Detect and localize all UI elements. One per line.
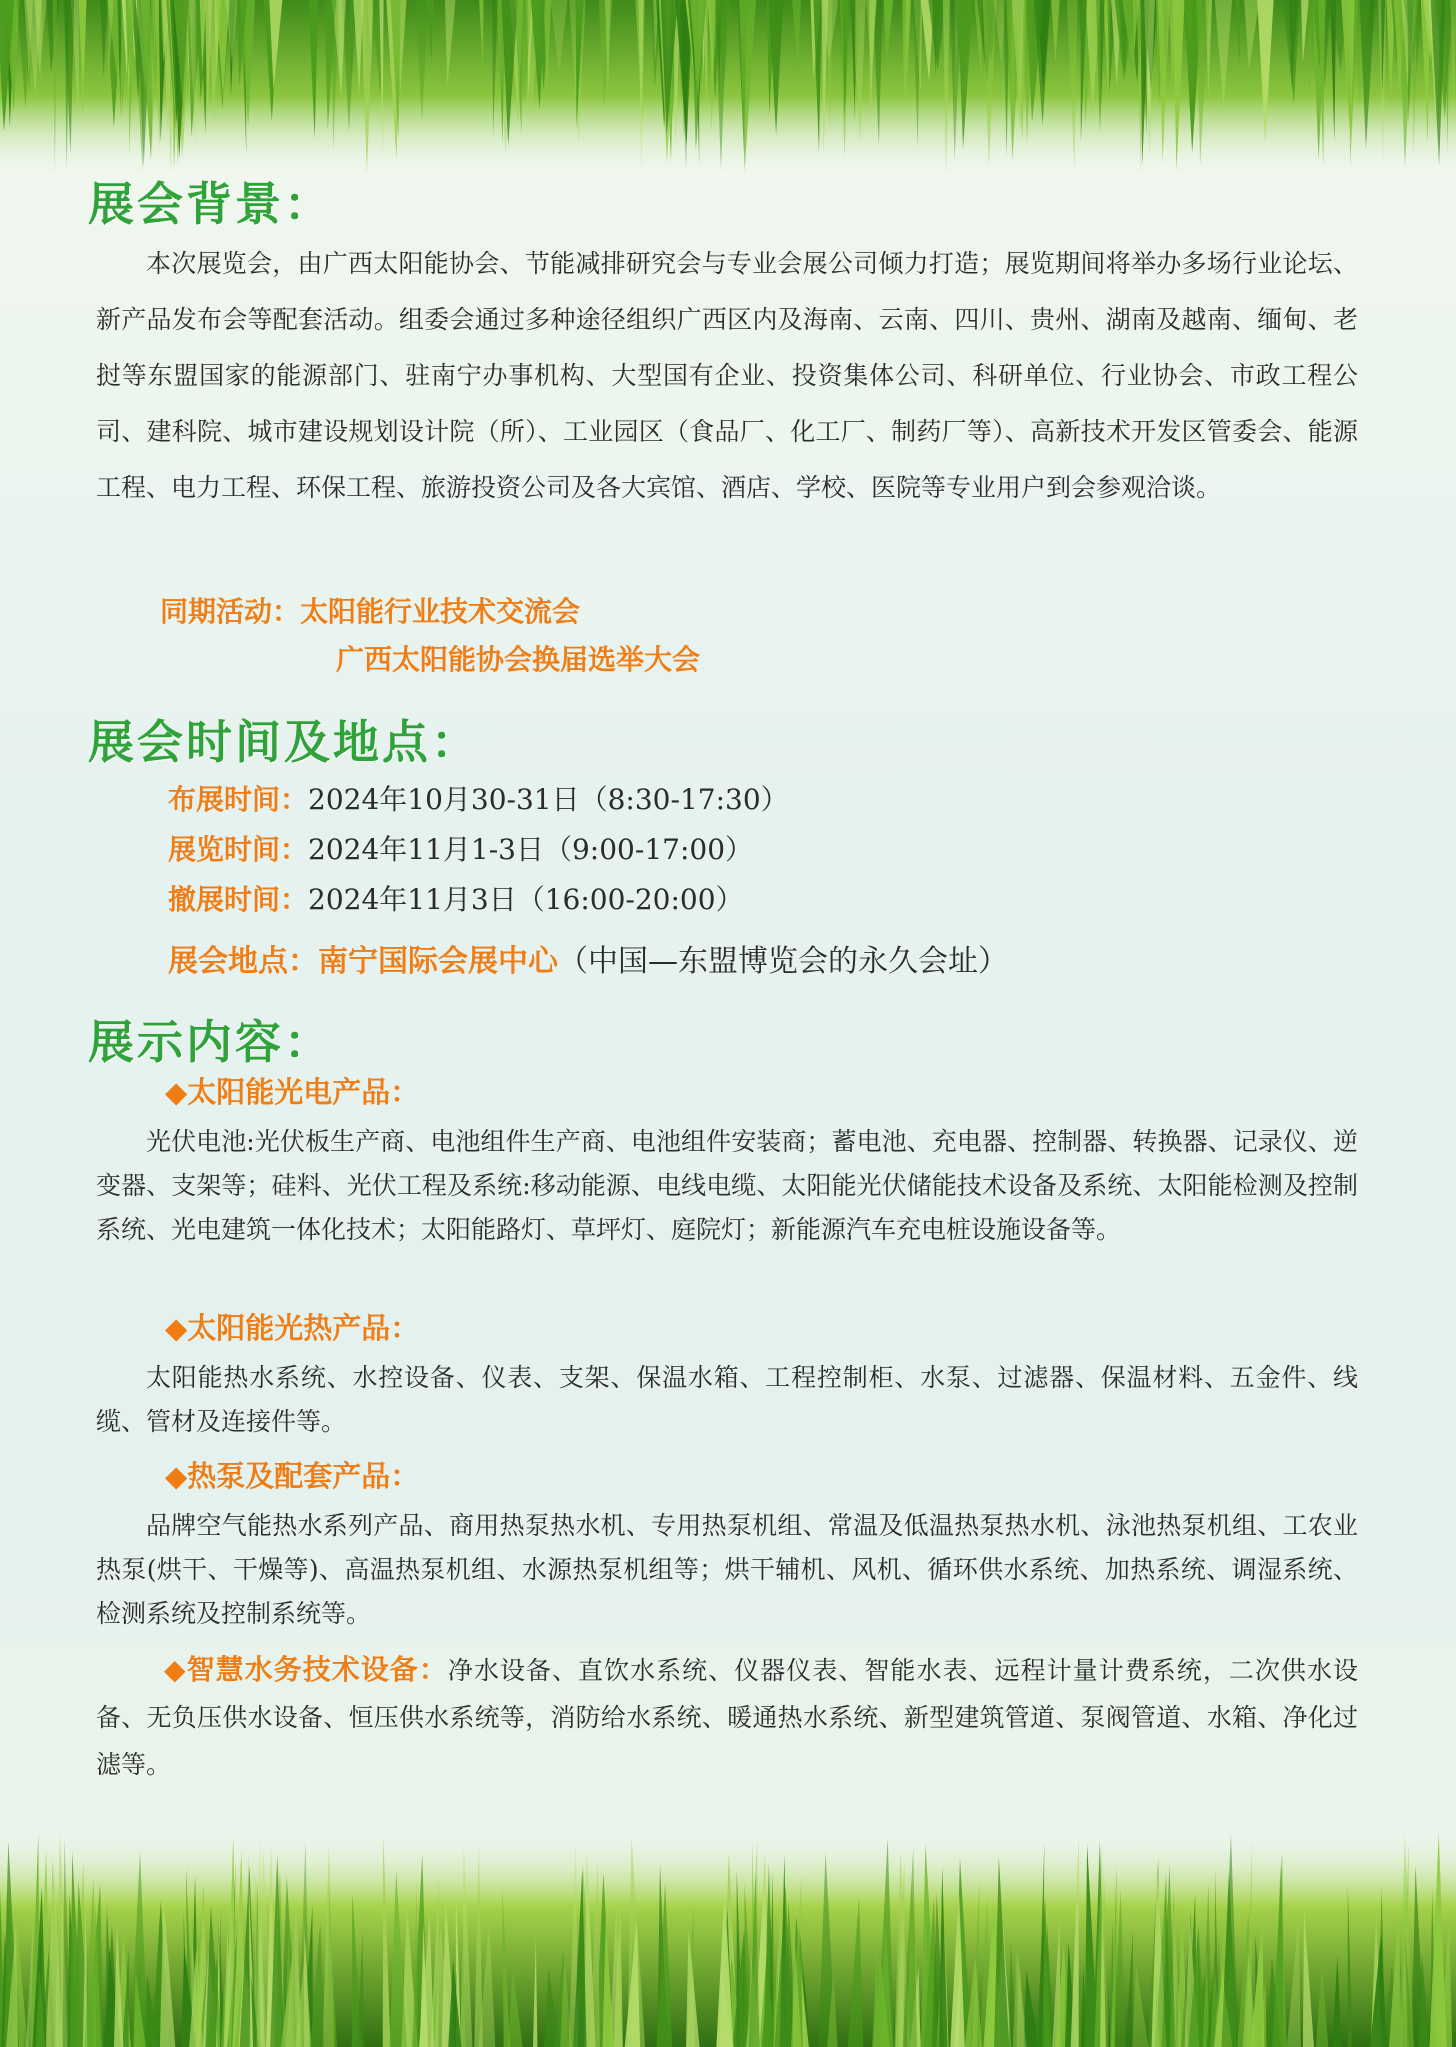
- category-pv-title: ◆太阳能光电产品：: [165, 1075, 420, 1109]
- category-water-paragraph: [96, 1646, 1358, 1788]
- category-thermal-body: 太阳能热水系统、水控设备、仪表、支架、保温水箱、工程控制柜、水泵、过滤器、保温材料、五金件、线缆、管材及连接件等。: [96, 1363, 1358, 1436]
- activity-2: 广西太阳能协会换届选举大会: [336, 643, 701, 676]
- venue-label: 展会地点：: [168, 944, 318, 979]
- teardown-label: 撤展时间：: [168, 883, 309, 916]
- section-title-background: 展会背景：: [88, 177, 333, 231]
- section-title-time-venue: 展会时间及地点：: [88, 715, 480, 769]
- category-heatpump-title: ◆热泵及配套产品：: [165, 1459, 420, 1493]
- show-value: 2024年11月1-3日（9:00-17:00）: [308, 833, 754, 866]
- show-label: 展览时间：: [168, 833, 309, 866]
- activities-label: 同期活动：: [160, 595, 301, 628]
- background-paragraph: 本次展览会，由广西太阳能协会、节能减排研究会与专业会展公司倾力打造；展览期间将举办多场行业论坛、新产品发布会等配套活动。组委会通过多种途径组织广西区内及海南、云南、四川、贵州、湖南及越南、缅甸、老挝等东盟国家的能源部门、驻南宁办事机构、大型国有企业、投资集体公司、科研单位、行业协会、市政工程公司、建科院、城市建设规划设计院（所）、工业园区（食品厂、化工厂、制药厂等）、高新技术开发区管委会、能源工程、电力工程、环保工程、旅游投资公司及各大宾馆、酒店、学校、医院等专业用户到会参观洽谈。: [96, 249, 1358, 502]
- venue-name: 南宁国际会展中心: [318, 944, 558, 979]
- setup-label: 布展时间：: [168, 783, 309, 816]
- category-heatpump-body: 品牌空气能热水系列产品、商用热泵热水机、专用热泵机组、常温及低温热泵热水机、泳池热泵机组、工农业热泵(烘干、干燥等)、高温热泵机组、水源热泵机组等；烘干辅机、风机、循环供水系统、加热系统、调湿系统、检测系统及控制系统等。: [96, 1511, 1358, 1628]
- activity-1: 太阳能行业技术交流会: [300, 595, 581, 628]
- setup-value: 2024年10月30-31日（8:30-17:30）: [308, 783, 789, 816]
- category-water-title: ◆智慧水务技术设备：: [164, 1653, 448, 1686]
- grass-bottom-border: [0, 1832, 1456, 2047]
- section-title-exhibits: 展示内容：: [88, 1015, 333, 1069]
- venue-note: （中国—东盟博览会的永久会址）: [558, 944, 1008, 979]
- show-time-row: [168, 828, 753, 868]
- grass-top-border: [0, 0, 1456, 175]
- teardown-time-row: [168, 878, 744, 918]
- category-pv-body: 光伏电池:光伏板生产商、电池组件生产商、电池组件安装商；蓄电池、充电器、控制器、转换器、记录仪、逆变器、支架等；硅料、光伏工程及系统:移动能源、电线电缆、太阳能光伏储能技术设备及系统、太阳能检测及控制系统、光电建筑一体化技术；太阳能路灯、草坪灯、庭院灯；新能源汽车充电桩设施设备等。: [96, 1127, 1358, 1244]
- category-water-body: 净水设备、直饮水系统、仪器仪表、智能水表、远程计量计费系统，二次供水设备、无负压供水设备、恒压供水系统等，消防给水系统、暖通热水系统、新型建筑管道、泵阀管道、水箱、净化过滤等。: [96, 1656, 1358, 1779]
- concurrent-activities-row: [160, 590, 580, 630]
- venue-row: [168, 936, 1008, 980]
- teardown-value: 2024年11月3日（16:00-20:00）: [308, 883, 744, 916]
- category-thermal-title: ◆太阳能光热产品：: [165, 1311, 420, 1345]
- setup-time-row: [168, 778, 789, 818]
